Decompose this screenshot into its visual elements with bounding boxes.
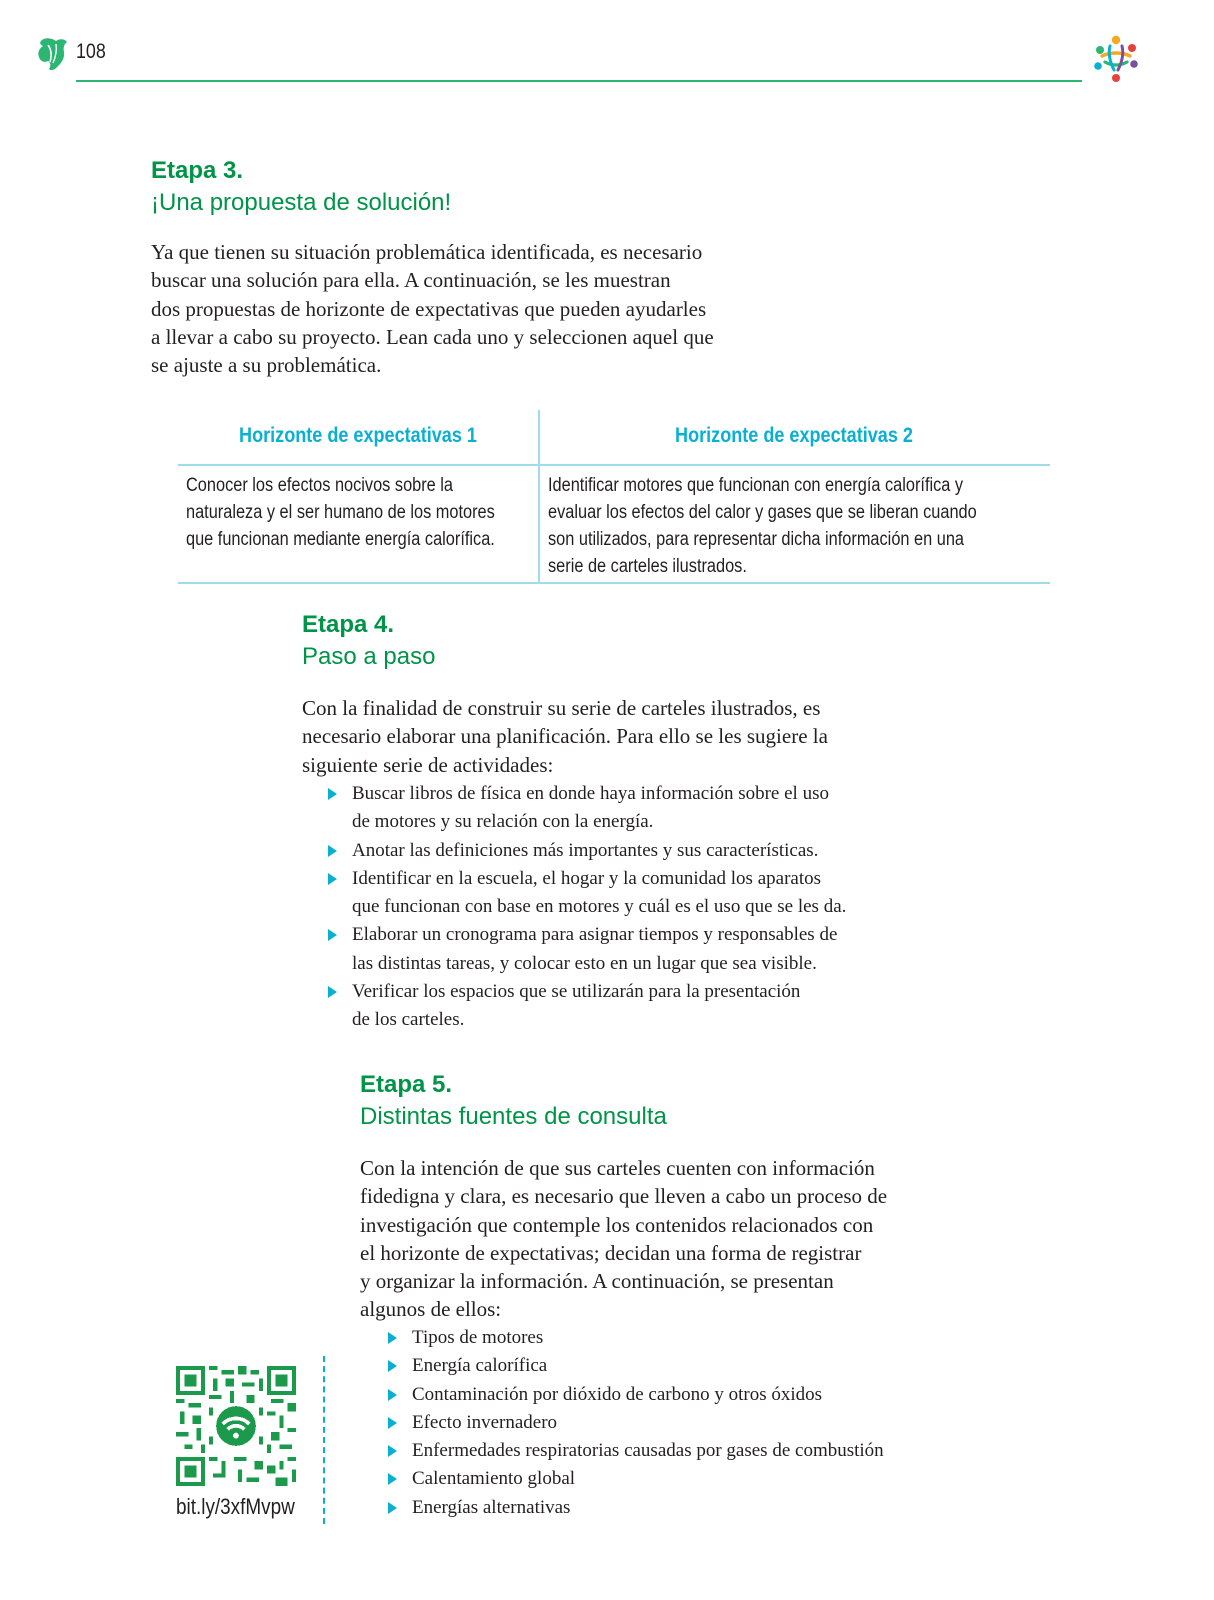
cell-line: Identificar motores que funcionan con energía calorífica y: [548, 475, 964, 496]
bullet-arrow-icon: [388, 1473, 397, 1485]
list-item-line: Identificar en la escuela, el hogar y la comunidad los aparatos: [352, 867, 821, 889]
table-header-rule: [178, 464, 1050, 466]
list-item-line: Tipos de motores: [412, 1327, 544, 1348]
list-item-line: Contaminación por dióxido de carbono y otros óxidos: [412, 1383, 823, 1405]
list-item-line: de los carteles.: [352, 1009, 465, 1031]
paragraph-line: Con la finalidad de construir su serie de carteles ilustrados, es: [302, 696, 821, 720]
list-item-line: de motores y su relación con la energía.: [352, 811, 654, 833]
qr-code-icon[interactable]: [176, 1366, 296, 1486]
bullet-arrow-icon: [388, 1502, 397, 1514]
bullet-arrow-icon: [328, 788, 337, 800]
list-item-line: Energías alternativas: [412, 1496, 571, 1518]
etapa4-paragraph: [302, 694, 828, 779]
list-item: [326, 837, 846, 865]
list-item: [386, 1324, 884, 1352]
paragraph-line: necesario elaborar una planificación. Para ello se les sugiere la: [302, 724, 828, 749]
list-item-line: Buscar libros de física en donde haya información sobre el uso: [352, 783, 829, 804]
paragraph-line: se ajuste a su problemática.: [151, 353, 382, 378]
table-cell-expectativas-1: [186, 472, 545, 553]
list-item: [386, 1494, 884, 1522]
list-item-line: Energía calorífica: [412, 1355, 548, 1377]
expectations-table: [178, 410, 1050, 584]
cell-line: serie de carteles ilustrados.: [548, 556, 747, 577]
list-item: [386, 1381, 884, 1409]
cell-line: Conocer los efectos nocivos sobre la: [186, 475, 454, 496]
paragraph-line: siguiente serie de actividades:: [302, 752, 554, 777]
qr-dashed-divider: [323, 1356, 325, 1524]
qr-link-caption[interactable]: bit.ly/3xfMvpw: [176, 1494, 295, 1519]
etapa5-title: Etapa 5.: [360, 1071, 453, 1098]
list-item: [326, 978, 846, 1035]
table-cell-expectativas-2: [548, 472, 1047, 580]
list-item-line: Elaborar un cronograma para asignar tiempos y responsables de: [352, 924, 838, 946]
paragraph-line: a llevar a cabo su proyecto. Lean cada uno y seleccionen aquel que: [151, 324, 714, 349]
bullet-arrow-icon: [328, 986, 337, 998]
paragraph-line: buscar una solución para ella. A continuación, se les muestran: [151, 268, 671, 293]
list-item: [386, 1352, 884, 1380]
table-header-expectativas-1: Horizonte de expectativas 1: [239, 424, 477, 447]
etapa4-subtitle: Paso a paso: [302, 643, 436, 670]
list-item-line: que funcionan con base en motores y cuál es el uso que se les da.: [352, 896, 847, 918]
paragraph-line: el horizonte de expectativas; decidan una forma de registrar: [360, 1240, 862, 1265]
bullet-arrow-icon: [388, 1445, 397, 1457]
etapa5-source-list: [386, 1324, 884, 1522]
bullet-arrow-icon: [388, 1417, 397, 1429]
paragraph-line: Con la intención de que sus carteles cuenten con información: [360, 1156, 875, 1180]
paragraph-line: dos propuestas de horizonte de expectativas que pueden ayudarles: [151, 296, 707, 321]
cell-line: evaluar los efectos del calor y gases que se liberan cuando: [548, 502, 977, 523]
paragraph-line: y organizar la información. A continuación, se presentan: [360, 1269, 834, 1294]
etapa5-paragraph: [360, 1154, 887, 1324]
list-item: [326, 780, 846, 837]
list-item: [386, 1409, 884, 1437]
page-number: 108: [76, 40, 106, 63]
paragraph-line: algunos de ellos:: [360, 1297, 502, 1322]
list-item-line: Enfermedades respiratorias causadas por gases de combustión: [412, 1440, 884, 1462]
list-item-line: las distintas tareas, y colocar esto en un lugar que sea visible.: [352, 952, 817, 974]
bookmark-leaf-icon: [36, 36, 68, 72]
list-item-line: Anotar las definiciones más importantes y sus características.: [352, 839, 819, 861]
colorful-figures-logo: [1088, 32, 1144, 86]
etapa4-title: Etapa 4.: [302, 611, 395, 638]
list-item: [386, 1465, 884, 1493]
paragraph-line: fidedigna y clara, es necesario que lleven a cabo un proceso de: [360, 1184, 888, 1209]
paragraph-line: investigación que contemple los contenidos relacionados con: [360, 1212, 874, 1237]
bullet-arrow-icon: [388, 1389, 397, 1401]
header-divider: [76, 80, 1082, 82]
bullet-arrow-icon: [388, 1360, 397, 1372]
list-item-line: Efecto invernadero: [412, 1411, 558, 1433]
etapa5-subtitle: Distintas fuentes de consulta: [360, 1103, 667, 1130]
list-item-line: Verificar los espacios que se utilizarán para la presentación: [352, 981, 801, 1003]
bullet-arrow-icon: [388, 1332, 397, 1344]
cell-line: naturaleza y el ser humano de los motores: [186, 502, 495, 523]
etapa4-activity-list: [326, 780, 846, 1035]
etapa3-title: Etapa 3.: [151, 157, 244, 184]
cell-line: que funcionan mediante energía calorífica.: [186, 529, 495, 550]
list-item: [386, 1437, 884, 1465]
table-header-expectativas-2: Horizonte de expectativas 2: [675, 424, 913, 447]
paragraph-line: Ya que tienen su situación problemática identificada, es necesario: [151, 240, 703, 264]
list-item-line: Calentamiento global: [412, 1468, 576, 1490]
list-item: [326, 921, 846, 978]
bullet-arrow-icon: [328, 873, 337, 885]
table-bottom-rule: [178, 582, 1050, 584]
bullet-arrow-icon: [328, 845, 337, 857]
list-item: [326, 865, 846, 922]
etapa3-subtitle: ¡Una propuesta de solución!: [151, 189, 452, 216]
bullet-arrow-icon: [328, 929, 337, 941]
cell-line: son utilizados, para representar dicha información en una: [548, 529, 965, 550]
etapa3-paragraph: [151, 238, 714, 379]
